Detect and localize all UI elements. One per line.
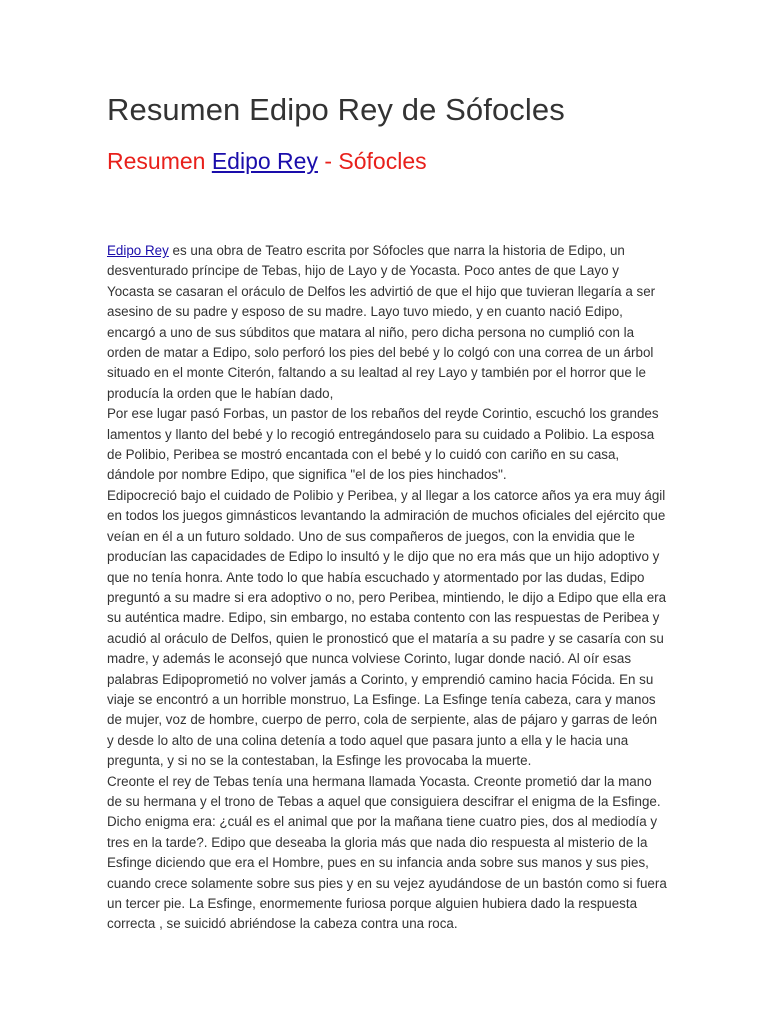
paragraph-3: Edipocreció bajo el cuidado de Polibio y Peribea, y al llegar a los catorce años ya era muy ágil en todos los juegos gimnásticos levantando la admiración de muchos oficiales del ejército que veían en él a un futuro soldado. Uno de sus compañeros de juegos, con la envidia que le producían las capacidades de Edipo lo insultó y le dijo que no era más que un hijo adoptivo y que no tenía honra. Ante todo lo que había escuchado y atormentado por las dudas, Edipo preguntó a su madre si era adoptivo o no, pero Peribea, mintiendo, le dijo a Edipo que ella era su auténtica madre. Edipo, sin embargo, no estaba contento con las respuestas de Peribea y acudió al oráculo de Delfos, quien le pronosticó que el mataría a su padre y se casaría con su madre, y además le aconsejó que nunca volviese Corinto, lugar donde nació. Al oír esas palabras Edipoprometió no volver jamás a Corinto, y emprendió camino hacia Fócida. En su viaje se encontró a un horrible monstruo, La Esfinge. La Esfinge tenía cabeza, cara y manos de mujer, voz de hombre, cuerpo de perro, cola de serpiente, alas de pájaro y garras de león y desde lo alto de una colina detenía a todo aquel que pasara junto a ella y le hacia una pregunta, y si no se la contestaban, la Esfinge les provocaba la muerte.	[107, 487, 667, 769]
paragraph-1	[107, 241, 667, 404]
subtitle-prefix: Resumen	[107, 148, 212, 174]
body-edipo-rey-link[interactable]: Edipo Rey	[107, 243, 169, 258]
subtitle-edipo-rey-link[interactable]: Edipo Rey	[211, 148, 318, 174]
page-subtitle	[107, 148, 427, 175]
paragraph-1-text: es una obra de Teatro escrita por Sófocles que narra la historia de Edipo, un desventurado príncipe de Tebas, hijo de Layo y de Yocasta. Poco antes de que Layo y Yocasta se casaran el oráculo de Delfos les advirtió de que el hijo que tuvieran llegaría a ser asesino de su padre y esposo de su madre. Layo tuvo miedo, y en cuanto nació Edipo, encargó a uno de sus súbditos que matara al niño, pero dicha persona no cumplió con la orden de matar a Edipo, solo perforó los pies del bebé y lo colgó con una correa de un árbol situado en el monte Citerón, faltando a su lealtad al rey Layo y también por el horror que le producía la orden que le habían dado,	[107, 243, 656, 401]
body-text	[107, 241, 667, 935]
page-title: Resumen Edipo Rey de Sófocles	[107, 92, 565, 127]
paragraph-4: Creonte el rey de Tebas tenía una hermana llamada Yocasta. Creonte prometió dar la mano de su hermana y el trono de Tebas a aquel que consiguiera descifrar el enigma de la Esfinge. Dicho enigma era: ¿cuál es el animal que por la mañana tiene cuatro pies, dos al mediodía y tres en la tarde?. Edipo que deseaba la gloria más que nada dio respuesta al misterio de la Esfinge diciendo que era el Hombre, pues en su infancia anda sobre sus manos y sus pies, cuando crece solamente sobre sus pies y en su vejez ayudándose de un bastón como si fuera un tercer pie. La Esfinge, enormemente furiosa porque alguien hubiera dado la respuesta correcta , se suicidó abriéndose la cabeza contra una roca.	[107, 773, 667, 932]
paragraph-2: Por ese lugar pasó Forbas, un pastor de los rebaños del reyde Corintio, escuchó los grandes lamentos y llanto del bebé y lo recogió entregándoselo para su cuidado a Polibio. La esposa de Polibio, Peribea se mostró encantada con el bebé y lo cuidó con cariño en su casa, dándole por nombre Edipo, que significa "el de los pies hinchados".	[107, 406, 659, 483]
subtitle-suffix: - Sófocles	[317, 148, 427, 174]
